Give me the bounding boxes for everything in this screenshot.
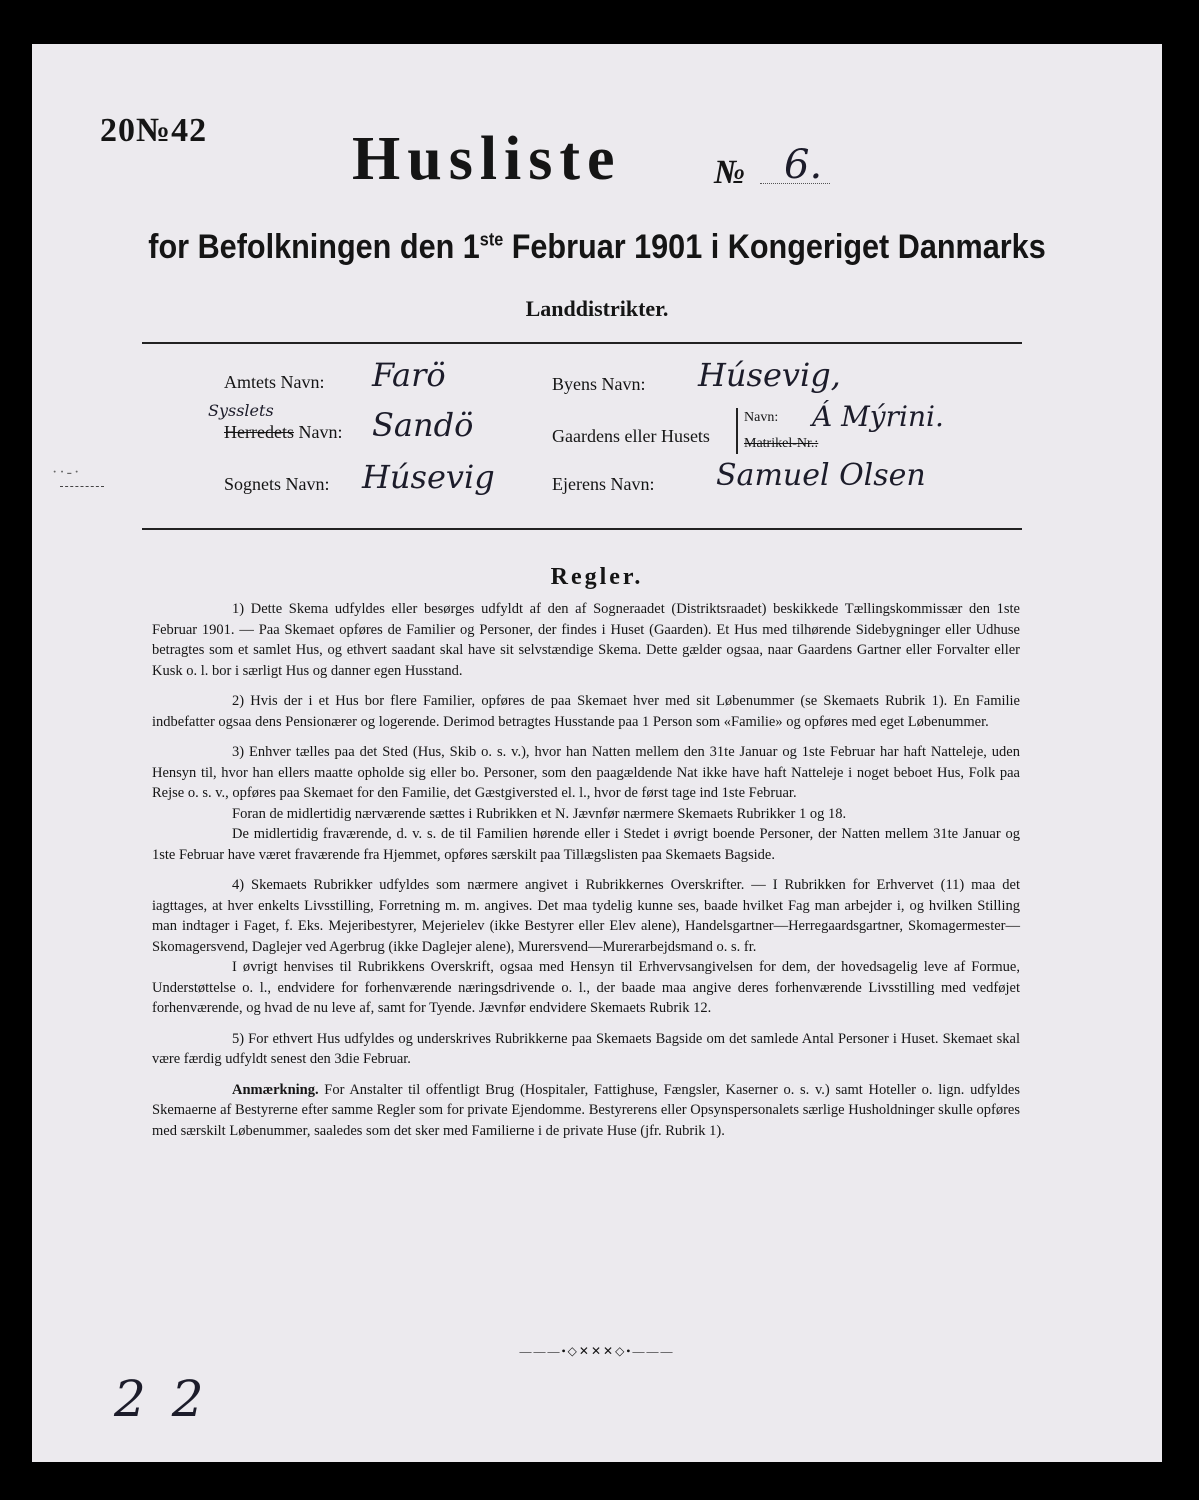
margin-mark: ··-· (52, 464, 82, 481)
sogn-value: Húsevig (362, 458, 495, 496)
rule-paragraph: I øvrigt henvises til Rubrikkens Overskrift, ogsaa med Hensyn til Erhvervsangivelsen for dem, der hovedsagelig leve af Formue, Understøttelse o. l., endvidere for forhenværende næringsdrivende o. l., der baade maa angive deres forhenværende Livsstilling med vedføjet forhenværende, og hvad de nu leve af, samt for Tyende. Jævnfør endvidere Skemaets Rubrik 12. (152, 959, 1020, 1016)
ejer-label: Ejerens Navn: (552, 474, 655, 494)
house-number-line (760, 183, 830, 184)
district-type: Landdistrikter. (525, 296, 669, 321)
census-sheet (32, 44, 1162, 1462)
rules-title: Regler. (550, 564, 644, 590)
herred-label-struck: Herredets (224, 422, 294, 442)
rule-paragraph: De midlertidig fraværende, d. v. s. de til Familien hørende eller i Stedet i øvrigt boende Personer, der Natten mellem 31te Januar og 1ste Februar have været fraværende fra Hjemmet, opføres særskilt paa Tillægslisten paa Skemaets Bagside. (152, 826, 1020, 863)
rule-paragraph: 2) Hvis der i et Hus bor flere Familier, opføres de paa Skemaet hver med sit Løbenummer (se Skemaets Rubrik 1). En Familie indbefatter ogsaa dens Pensionærer og logerende. Derimod betragtes Husstande paa 1 Person som «Familie» og opføres med eget Løbenummer. (152, 693, 1020, 730)
note-label: Anmærkning. (232, 1081, 319, 1098)
sogn-label: Sognets Navn: (224, 474, 330, 494)
rule-paragraph: Foran de midlertidig nærværende sættes i Rubrikken et N. Jævnfør nærmere Skemaets Rubrikker 1 og 18. (232, 805, 847, 822)
amt-value: Farö (372, 356, 446, 394)
rule-paragraph: 4) Skemaets Rubrikker udfyldes som nærmere angivet i Rubrikkernes Overskrifter. — I Rubrikken for Erhvervet (11) maa det iagttages, at hver enkelts Livsstilling, Forretning m. m. angives. Det maa tydelig kunne ses, baade hvilket Fag man arbejder i, og hvilken Stilling man indtager i Faget, f. Eks. Mejeribestyrer, Mejerielev (ikke Bestyrer eller Elev alene), Handelsgartner—Herregaardsgartner, Skomagermester—Skomagersvend, Daglejer ved Agerbrug (ikke Daglejer alene), Murersvend—Murerarbejdsmand o. s. fr. (152, 877, 1020, 955)
by-value: Húsevig, (698, 356, 841, 394)
subtitle-superscript: ste (479, 229, 504, 250)
handwritten-page-number: 22 (114, 1370, 230, 1428)
herred-value: Sandö (372, 406, 474, 444)
note-text: For Anstalter til offentligt Brug (Hospitaler, Fattighuse, Fængsler, Kaserner o. s. v.) samt Hoteller o. lign. udfyldes Skemaerne af Bestyrerne efter samme Regler som for private Ejendomme. Bestyrerens eller Opsynspersonalets særlige Husholdninger skulle opføres med særskilt Løbenummer, saaledes som det sker med Familierne i de private Huse (jfr. Rubrik 1). (152, 1081, 1020, 1139)
rules-body (152, 599, 1020, 1151)
gaard-bracket (736, 408, 738, 454)
document-title: Husliste (352, 125, 622, 193)
gaard-navn-label: Navn: (744, 410, 779, 425)
house-number: 6. (784, 142, 823, 188)
rule-note (152, 1080, 1020, 1142)
bottom-divider (142, 528, 1022, 530)
number-sign: № (714, 154, 746, 191)
gaard-navn-value: Á Mýrini. (812, 400, 944, 433)
rule-paragraph: 1) Dette Skema udfyldes eller besørges udfyldt af den af Sogneraadet (Distriktsraadet) beskikkede Tællingskommissær den 1ste Februar 1901. — Paa Skemaet opføres de Familier og Personer, der findes i Huset (Gaarden). Et Hus med tilhørende Sidebygninger eller Udhuse betragtes som et samlet Hus, og ethvert saadant skal have sit selvstændige Skema. Dette gælder ogsaa, naar Gaardens Gartner eller Forvalter eller Kusk o. l. bor i særligt Hus og danner egen Husstand. (152, 601, 1020, 679)
ejer-value: Samuel Olsen (716, 458, 926, 493)
herred-overwrite: Sysslets (208, 401, 274, 420)
subtitle-pre: for Befolkningen den 1 (148, 228, 480, 266)
serial-number: 20№42 (100, 112, 208, 149)
herred-label-text: Navn: (293, 422, 343, 442)
margin-line (60, 486, 104, 487)
top-divider (142, 342, 1022, 344)
by-label: Byens Navn: (552, 374, 646, 394)
rule-paragraph: 3) Enhver tælles paa det Sted (Hus, Skib o. s. v.), hvor han Natten mellem den 31te Januar og 1ste Februar har haft Natteleje, uden Hensyn til, hvor han ellers maatte opholde sig eller bo. Personer, som den paagældende Nat ikke have haft Natteleje i noget beboet Hus, Folk paa Rejse o. s. v., opføres paa Skemaet for den Familie, det Gæstgiversted el. l., hvor de først tage ind 1ste Februar. (152, 744, 1020, 801)
rule-paragraph: 5) For ethvert Hus udfyldes og underskrives Rubrikkerne paa Skemaets Bagside om det samlede Antal Personer i Huset. Skemaet skal være færdig udfyldt senest den 3die Februar. (152, 1030, 1020, 1067)
matrikel-label: Matrikel-Nr.: (744, 436, 819, 451)
amt-label: Amtets Navn: (224, 372, 325, 392)
herred-label (224, 422, 342, 443)
gaard-label: Gaardens eller Husets (552, 426, 710, 446)
subtitle-post: Februar 1901 i Kongeriget Danmarks (503, 228, 1046, 266)
ornament: ———•◇✕✕✕◇•——— (519, 1344, 675, 1358)
document-subtitle (89, 228, 1106, 267)
